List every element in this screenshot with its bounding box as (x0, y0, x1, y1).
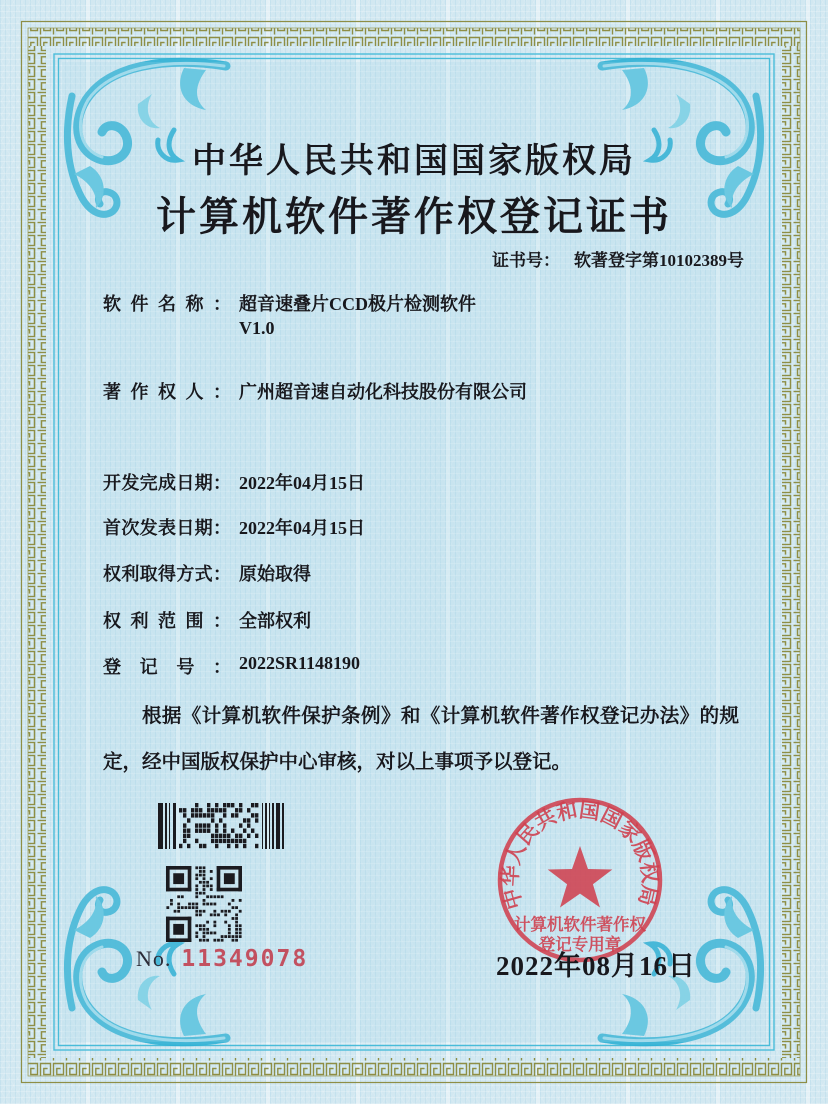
seal-line2: 登记专用章 (538, 935, 622, 954)
field-value: 广州超音速自动化科技股份有限公司 (239, 382, 527, 402)
field-value: 2022SR1148190 (239, 653, 361, 673)
certificate-title: 计算机软件著作权登记证书 (156, 194, 672, 239)
serial-number-line (136, 946, 308, 972)
serial-prefix: No. (136, 946, 172, 971)
field-value: 原始取得 (239, 564, 311, 584)
software-version: V1.0 (239, 318, 275, 338)
field-first-publish-date (103, 514, 365, 540)
field-copyright-owner (103, 378, 527, 404)
field-label: 首次发表日期： (103, 518, 231, 538)
serial-number: 11349078 (181, 946, 309, 972)
issue-date: 2022年08月16日 (496, 951, 696, 981)
field-registration-number (103, 653, 360, 679)
authority-title: 中华人民共和国国家版权局 (192, 143, 636, 180)
field-label: 登记号： (103, 657, 231, 677)
certificate-number: 软著登字第10102389号 (574, 251, 744, 270)
seal-star-icon (548, 846, 613, 908)
barcode (158, 802, 286, 855)
field-label: 开发完成日期： (103, 473, 231, 493)
certificate-number-label: 证书号： (492, 251, 560, 270)
field-value: 2022年04月15日 (239, 518, 365, 538)
field-label: 权利范围： (103, 611, 231, 631)
field-value: 超音速叠片CCD极片检测软件 (239, 294, 476, 314)
field-value: 2022年04月15日 (239, 473, 365, 493)
field-software-name (103, 290, 476, 316)
seal-ring-text: 中华人民共和国国家版权局 (497, 797, 663, 912)
field-label: 软件名称： (103, 294, 231, 314)
field-dev-complete-date (103, 469, 365, 495)
certificate-number-line (492, 246, 744, 271)
field-acquisition-method (103, 560, 311, 586)
field-label: 著作权人： (103, 382, 231, 402)
field-rights-scope (103, 607, 311, 633)
seal-line1: 计算机软件著作权 (514, 915, 646, 934)
registration-statement: 根据《计算机软件保护条例》和《计算机软件著作权登记办法》的规定，经中国版权保护中心审核，对以上事项予以登记。 (103, 706, 739, 773)
field-label: 权利取得方式： (103, 564, 231, 584)
qr-code (166, 866, 242, 947)
field-value: 全部权利 (239, 611, 311, 631)
